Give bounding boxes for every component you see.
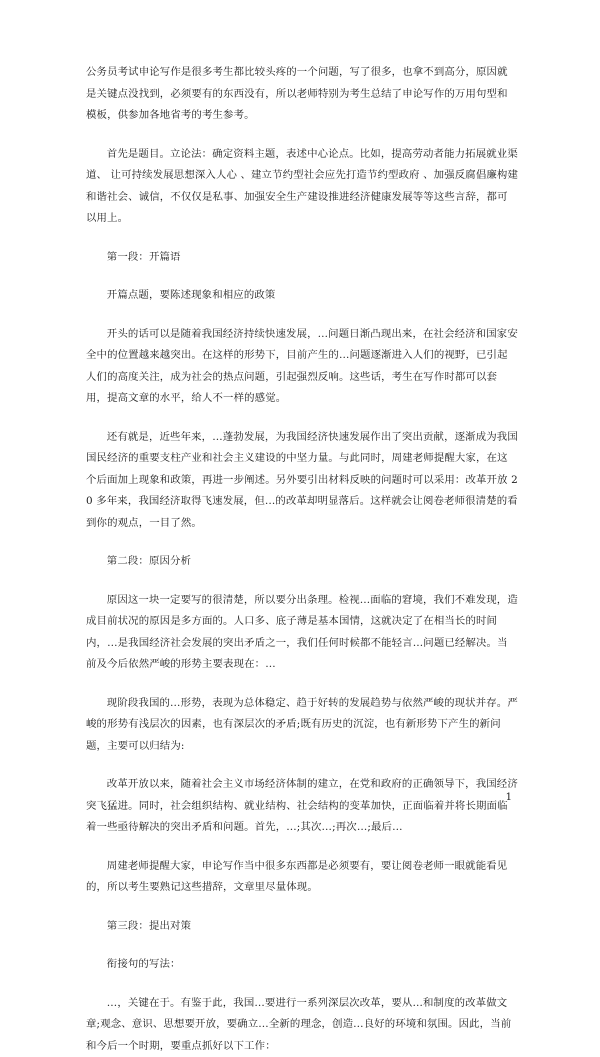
causes-paragraph-1: 原因这一块一定要写的很清楚，所以要分出条理。检视…面临的窘境，我们不难发现，造成目前状况的原因是多方面的。人口多、底子薄是基本国情，这就决定了在相当长的时间内，…是我国经济社会发展的突出矛盾之一，我们任何时候都不能轻言…问题已经解决。当前及今后依然严峻的形势主要表现在：… (86, 590, 518, 676)
opening-paragraph-1: 开头的话可以是随着我国经济持续快速发展，…问题日渐凸现出来，在社会经济和国家安全中的位置越来越突出。在这样的形势下，目前产生的…问题逐渐进入人们的视野，已引起人们的高度关注，成为社会的热点问题，引起强烈反响。这些话，考生在写作时都可以套用，提高文章的水平，给人不一样的感觉。 (86, 324, 518, 410)
document-body (86, 62, 518, 1057)
intro-paragraph: 公务员考试申论写作是很多考生都比较头疼的一个问题，写了很多，也拿不到高分，原因就是关键点没找到，必须要有的东西没有，所以老师特别为考生总结了申论写作的万用句型和模板，供参加各地省考的考生参考。 (86, 62, 518, 127)
causes-paragraph-3: 改革开放以来，随着社会主义市场经济体制的建立，在党和政府的正确领导下，我国经济突飞猛进。同时，社会组织结构、就业结构、社会结构的变革加快，正面临着并将长期面临着一些亟待解决的突出矛盾和问题。首先，…;其次…;再次…;最后… (86, 774, 518, 839)
causes-paragraph-4: 周建老师提醒大家，申论写作当中很多东西都是必须要有，要让阅卷老师一眼就能看见的，所以考生要熟记这些措辞，文章里尽量体现。 (86, 856, 518, 899)
causes-paragraph-2: 现阶段我国的…形势，表现为总体稳定、趋于好转的发展趋势与依然严峻的现状并存。严峻的形势有浅层次的因素，也有深层次的矛盾;既有历史的沉淀，也有新形势下产生的新问题，主要可以归结为: (86, 693, 518, 758)
section-heading-measures: 第三段：提出对策 (86, 916, 518, 938)
transition-subheading: 衔接句的写法： (86, 954, 518, 976)
section-heading-opening: 第一段：开篇语 (86, 247, 518, 269)
page-number: 1 (0, 792, 600, 803)
title-method-paragraph: 首先是题目。立论法：确定资料主题，表述中心论点。比如，提高劳动者能力拓展就业渠道、 让可持续发展思想深入人心 、建立节约型社会应先打造节约型政府 、加强反腐倡廉构建和谐社会、诚信，不仅仅是私事、加强安全生产建设推进经济健康发展等等这些言辞，都可以用上。 (86, 144, 518, 230)
opening-subheading: 开篇点题，要陈述现象和相应的政策 (86, 285, 518, 307)
section-heading-causes: 第二段：原因分析 (86, 551, 518, 573)
measures-paragraph-1: …，关键在于。有鉴于此，我国…要进行一系列深层次改革，要从…和制度的改革做文章;观念、意识、思想要开放，要确立…全新的理念，创造…良好的环境和氛围。因此，当前和今后一个时期，要重点抓好以下工作： (86, 993, 518, 1057)
opening-paragraph-2: 还有就是，近些年来，…蓬勃发展，为我国经济快速发展作出了突出贡献，逐渐成为我国国民经济的重要支柱产业和社会主义建设的中坚力量。与此同时，周建老师提醒大家，在这个后面加上现象和政策，再进一步阐述。另外要引出材料反映的问题时可以采用：改革开放 20 多年来，我国经济取得飞速发展，但…的改革却明显落后。这样就会让阅卷老师很清楚的看到你的观点，一目了然。 (86, 427, 518, 535)
